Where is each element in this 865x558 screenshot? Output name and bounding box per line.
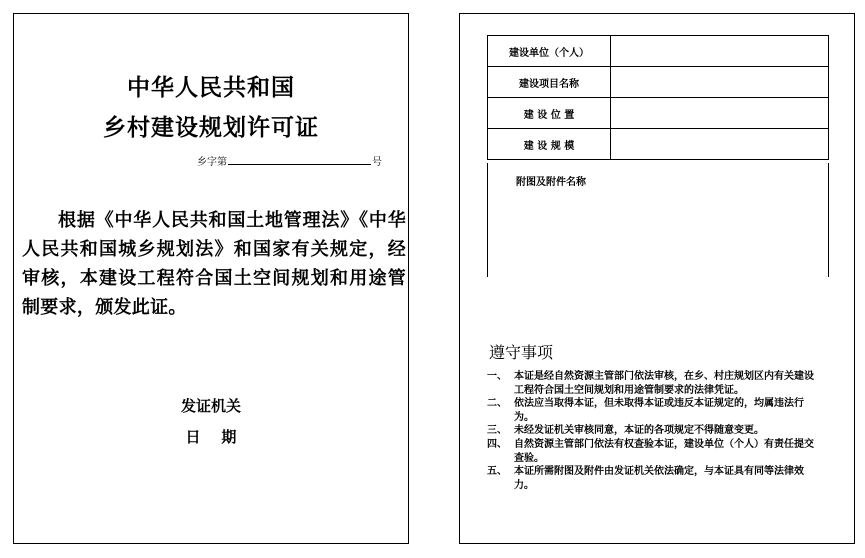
- certificate-number-blank: [228, 155, 371, 165]
- project-info-table: [487, 35, 829, 160]
- notice-text: 未经发证机关审核同意，本证的各项规定不得随意变更。: [514, 425, 764, 437]
- table-row: [488, 129, 829, 160]
- notice-number: 一、: [487, 371, 507, 382]
- list-item: [487, 397, 823, 424]
- list-item: [487, 438, 823, 465]
- table-row-value: [611, 129, 829, 160]
- certificate-statement: 根据《中华人民共和国土地管理法》《中华人民共和国城乡规划法》和国家有关规定，经审核，本建设工程符合国土空间规划和用途管制要求，颁发此证。: [22, 210, 406, 318]
- table-row: [488, 67, 829, 98]
- notice-text: 依法应当取得本证，但未取得本证或违反本证规定的，均属违法行为。: [514, 398, 804, 423]
- table-row-label: 建设单位（个人）: [488, 36, 611, 67]
- certificate-number-prefix: 乡字第: [197, 157, 227, 168]
- notice-text: 自然资源主管部门依法有权查验本证，建设单位（个人）有责任提交查验。: [514, 438, 814, 464]
- attachments-label: 附图及附件名称: [516, 177, 586, 188]
- notice-number: 二、: [487, 398, 507, 410]
- table-row-value: [611, 67, 829, 98]
- notice-text: 本证是经自然资源主管部门依法审核，在乡、村庄规划区内有关建设工程符合国土空间规划和用途管制要求的法律凭证。: [514, 371, 814, 396]
- list-item: [487, 465, 823, 492]
- notice-text: 本证所需附图及附件由发证机关依法确定，与本证具有同等法律效力。: [514, 466, 804, 491]
- certificate-number-suffix: 号: [372, 157, 382, 168]
- issue-date-text: 日 期: [185, 428, 237, 446]
- notice-number: 五、: [487, 466, 507, 478]
- certificate-front-page: [13, 13, 409, 544]
- list-item: [487, 370, 823, 397]
- certificate-title-country: 中华人民共和国: [127, 74, 295, 101]
- issue-date-label: [14, 426, 408, 447]
- certificate-title: 乡村建设规划许可证: [103, 114, 319, 141]
- table-row-label: 建 设 规 模: [488, 129, 611, 160]
- table-row: [488, 98, 829, 129]
- issuing-authority-label: 发证机关: [180, 397, 241, 415]
- attachments-area: [487, 163, 829, 277]
- list-item: [487, 424, 823, 438]
- notice-number: 三、: [487, 425, 507, 437]
- certificate-number-line: [197, 153, 382, 168]
- table-row-value: [611, 36, 829, 67]
- table-row-value: [611, 98, 829, 129]
- table-row-label: 建设项目名称: [488, 67, 611, 98]
- table-row: [488, 36, 829, 67]
- notice-heading: 遵守事项: [489, 343, 554, 362]
- notice-list: [487, 370, 823, 492]
- certificate-back-page: [459, 13, 855, 544]
- notice-number: 四、: [487, 438, 507, 450]
- table-row-label: 建 设 位 置: [488, 98, 611, 129]
